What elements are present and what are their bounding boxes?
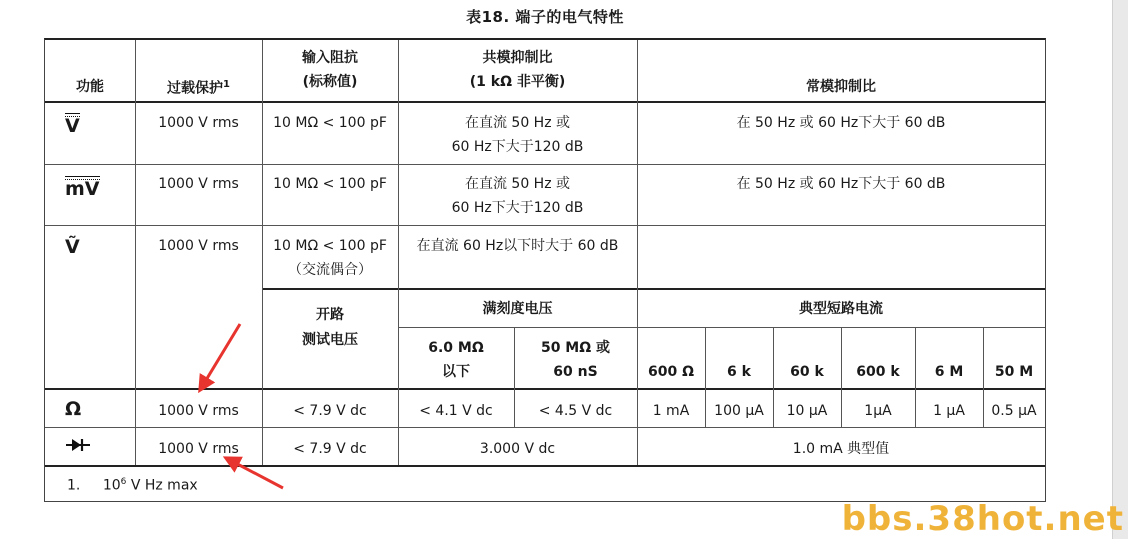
subheader-fs-a-1: 6.0 MΩ [428,340,484,356]
impedance-value: 10 MΩ < 100 pF [273,238,387,254]
open-circuit-value: < 7.9 V dc [293,403,367,419]
subheader-fs-b-2: 60 nS [553,364,598,380]
dc-millivolts-symbol: mV [65,178,100,200]
nmrr-value: 在 50 Hz 或 60 Hz下大于 60 dB [736,115,946,131]
range-label: 50 M [994,364,1034,380]
subheader-open-circuit: 开路 [316,307,344,323]
cmrr-value-line1: 在直流 60 Hz以下时大于 60 dB [416,238,619,254]
short-current-value: 1 µA [933,403,965,419]
full-scale-b-value: < 4.5 V dc [538,403,613,419]
full-scale-value: 3.000 V dc [479,441,556,457]
subheader-fs-a-2: 以下 [442,364,470,380]
arrow-to-diode-overload [226,458,283,488]
footnote-exponent: 6 [120,477,127,487]
nmrr-value: 在 50 Hz 或 60 Hz下大于 60 dB [736,176,946,192]
dc-volts-symbol: V [65,115,80,137]
subheader-full-scale: 满刻度电压 [482,301,553,317]
header-input-impedance: 输入阻抗 [302,50,358,66]
footnote-text: V Hz max [126,477,198,494]
cmrr-value-line2: 60 Hz下大于120 dB [451,200,584,216]
range-label: 600 k [856,364,900,380]
header-function: 功能 [76,79,104,95]
impedance-value: 10 MΩ < 100 pF [273,115,387,131]
short-current-value: 1µA [864,403,892,419]
footnote-base: 10 [102,477,121,494]
open-circuit-value: < 7.9 V dc [293,441,367,457]
overload-value: 1000 V rms [158,403,239,419]
cmrr-value-line1: 在直流 50 Hz 或 [464,176,571,192]
header-cmrr: 共模抑制比 [482,50,553,66]
short-current-value: 10 µA [786,403,828,419]
short-current-value: 100 µA [714,403,764,419]
scrollbar-strip [1112,0,1128,539]
impedance-coupling: （交流偶合） [288,262,372,278]
caption: 表18. 端子的电气特性 [466,8,624,26]
overload-value: 1000 V rms [158,238,239,254]
footnote-number: 1. [67,477,81,494]
short-current-value: 1 mA [652,403,690,419]
subheader-short-current: 典型短路电流 [799,301,883,317]
range-label: 60 k [790,364,824,380]
header-cmrr-sub: (1 kΩ 非平衡) [469,74,566,90]
range-label: 6 k [727,364,751,380]
header-nmrr: 常模抑制比 [806,79,876,95]
subheader-fs-b-1: 50 MΩ 或 [540,340,611,356]
short-current-value: 1.0 mA 典型值 [792,441,890,457]
overload-value: 1000 V rms [158,176,239,192]
watermark: bbs.38hot.net [841,499,1124,539]
header-input-impedance-sub: (标称值) [302,74,358,90]
range-label: 6 M [934,364,964,380]
short-current-value: 0.5 µA [991,403,1037,419]
overload-value: 1000 V rms [158,441,239,457]
overload-value: 1000 V rms [158,115,239,131]
cmrr-value-line1: 在直流 50 Hz 或 [464,115,571,131]
ac-volts-symbol: Ṽ [65,236,80,258]
header-overload: 过载保护$^1$ [167,79,230,97]
arrow-to-ohm-overload [200,324,240,390]
impedance-value: 10 MΩ < 100 pF [273,176,387,192]
full-scale-a-value: < 4.1 V dc [419,403,493,419]
ohm-symbol: Ω [65,398,82,420]
subheader-open-circuit-2: 测试电压 [302,332,358,348]
cmrr-value-line2: 60 Hz下大于120 dB [451,139,584,155]
range-label: 600 Ω [648,364,694,380]
